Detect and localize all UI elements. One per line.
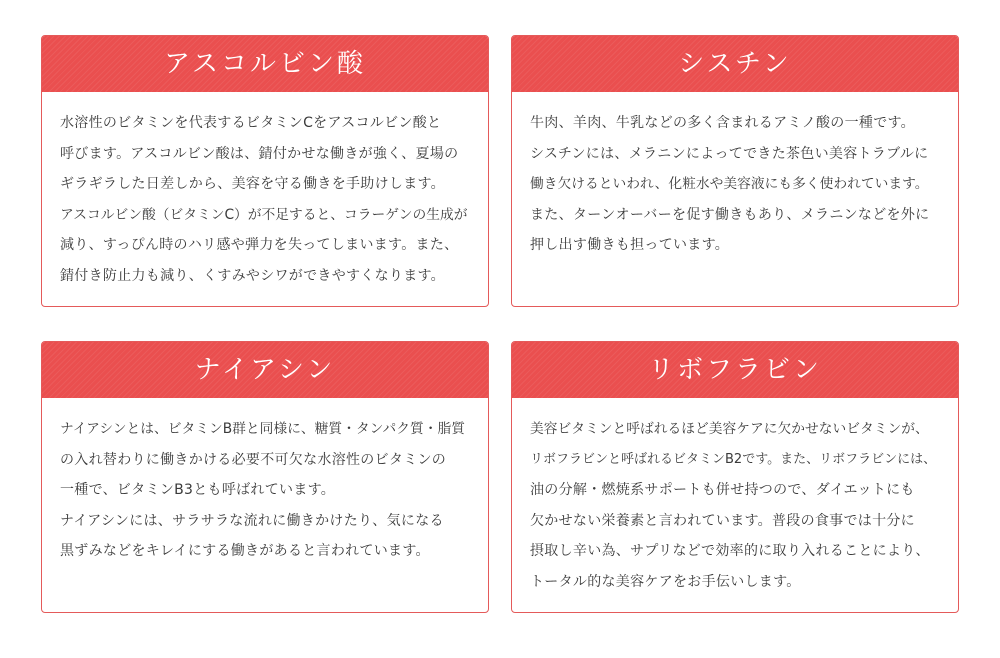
card-text-line: 水溶性のビタミンを代表するビタミンCをアスコルビン酸と [60, 115, 442, 131]
card-ascorbic-acid [41, 35, 489, 307]
card-title: シスチン [512, 36, 958, 92]
card-body [42, 92, 488, 292]
card-body [512, 92, 958, 261]
card-text-line: 美容ビタミンと呼ばれるほど美容ケアに欠かせないビタミンが、 [530, 421, 929, 437]
card-title: ナイアシン [42, 342, 488, 398]
card-text-line: ナイアシンとは、ビタミンB群と同様に、糖質・タンパク質・脂質 [60, 421, 465, 437]
card-text-line: 油の分解・燃焼系サポートも併せ持つので、ダイエットにも [530, 482, 915, 499]
card-text-line: アスコルビン酸（ビタミンC）が不足すると、コラーゲンの生成が [60, 206, 468, 223]
card-title: アスコルビン酸 [42, 36, 488, 92]
card-niacin [41, 341, 489, 613]
card-text-line: 一種で、ビタミンB3とも呼ばれています。 [60, 482, 336, 499]
card-text-line: の入れ替わりに働きかける必要不可欠な水溶性のビタミンの [60, 451, 447, 468]
card-text-line: ギラギラした日差しから、美容を守る働きを手助けします。 [60, 176, 445, 193]
card-text-line: 摂取し辛い為、サプリなどで効率的に取り入れることにより、 [530, 543, 930, 560]
card-cystine [511, 35, 959, 307]
card-text-line: 押し出す働きも担っています。 [530, 237, 730, 254]
card-text-line: 減り、すっぴん時のハリ感や弾力を失ってしまいます。また、 [60, 237, 459, 254]
card-text-line: また、ターンオーバーを促す働きもあり、メラニンなどを外に [530, 206, 930, 223]
card-text-line: シスチンには、メラニンによってできた茶色い美容トラブルに [530, 145, 929, 162]
card-title: リボフラビン [512, 342, 958, 398]
card-text-line: トータル的な美容ケアをお手伝いします。 [530, 573, 801, 590]
card-text-line: リボフラビンと呼ばれるビタミンB2です。また、リボフラビンには、 [530, 451, 937, 467]
card-text-line: 欠かせない栄養素と言われています。普段の食事では十分に [530, 512, 915, 529]
card-body [42, 398, 488, 567]
card-text-line: 錆付き防止力も減り、くすみやシワができやすくなります。 [60, 267, 445, 284]
card-text-line: 牛肉、羊肉、牛乳などの多く含まれるアミノ酸の一種です。 [530, 115, 915, 131]
card-body [512, 398, 958, 598]
card-text-line: ナイアシンには、サラサラな流れに働きかけたり、気になる [60, 512, 444, 529]
card-text-line: 働き欠けるといわれ、化粧水や美容液にも多く使われています。 [530, 176, 929, 193]
card-text-line: 黒ずみなどをキレイにする働きがあると言われています。 [60, 543, 430, 560]
card-text-line: 呼びます。アスコルビン酸は、錆付かせな働きが強く、夏場の [60, 145, 459, 162]
card-riboflavin [511, 341, 959, 613]
